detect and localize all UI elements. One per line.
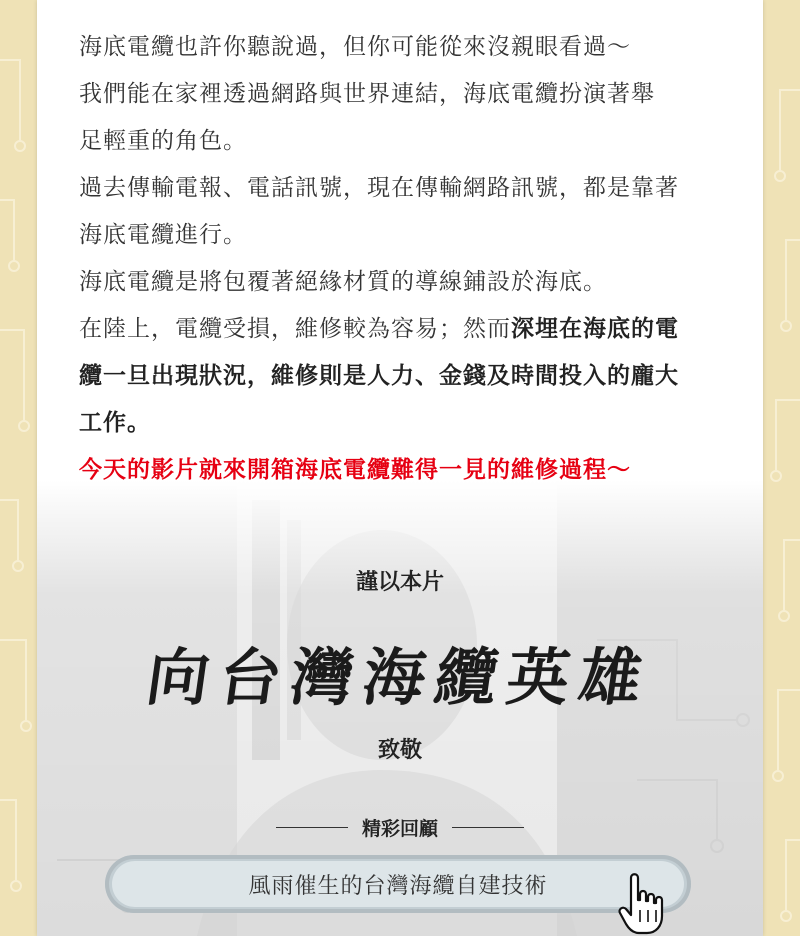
intro-bold-text: 深埋在海底的電: [511, 316, 679, 342]
intro-line: 足輕重的角色。: [79, 128, 247, 154]
right-circuit-pattern: [762, 0, 800, 936]
intro-line: 海底電纜進行。: [79, 222, 247, 248]
dedication-title: 向台灣海纜英雄: [142, 641, 657, 714]
intro-line: [79, 306, 729, 353]
review-heading: [37, 814, 763, 841]
intro-line: 過去傳輸電報、電話訊號，現在傳輸網路訊號，都是靠著: [79, 175, 679, 201]
intro-line: [79, 400, 729, 447]
pointer-hand-icon: [617, 870, 669, 936]
intro-line: 海底電纜也許你聽說過，但你可能從來沒親眼看過～: [79, 34, 631, 60]
review-link-label[interactable]: 風雨催生的台灣海纜自建技術: [112, 861, 684, 907]
highlight-text: 今天的影片就來開箱海底電纜難得一見的維修過程～: [79, 457, 631, 483]
divider-left: [276, 827, 348, 828]
dedication-intro: 謹以本片: [355, 570, 444, 595]
content-card: [37, 0, 763, 936]
intro-line: [79, 353, 729, 400]
intro-bold-text: 纜一旦出現狀況，維修則是人力、金錢及時間投入的龐大: [79, 363, 679, 389]
left-circuit-pattern: [0, 0, 38, 936]
intro-line: 我們能在家裡透過網路與世界連結，海底電纜扮演著舉: [79, 81, 655, 107]
intro-text: [79, 24, 729, 494]
review-label: 精彩回顧: [361, 818, 438, 840]
intro-bold-text: 工作。: [79, 410, 151, 436]
intro-plain-text: 在陸上，電纜受損，維修較為容易；然而: [79, 316, 511, 342]
divider-right: [452, 827, 524, 828]
review-link-button[interactable]: [105, 855, 691, 913]
dedication-closing: 致敬: [377, 738, 422, 763]
intro-line: 海底電纜是將包覆著絕緣材質的導線鋪設於海底。: [79, 269, 607, 295]
